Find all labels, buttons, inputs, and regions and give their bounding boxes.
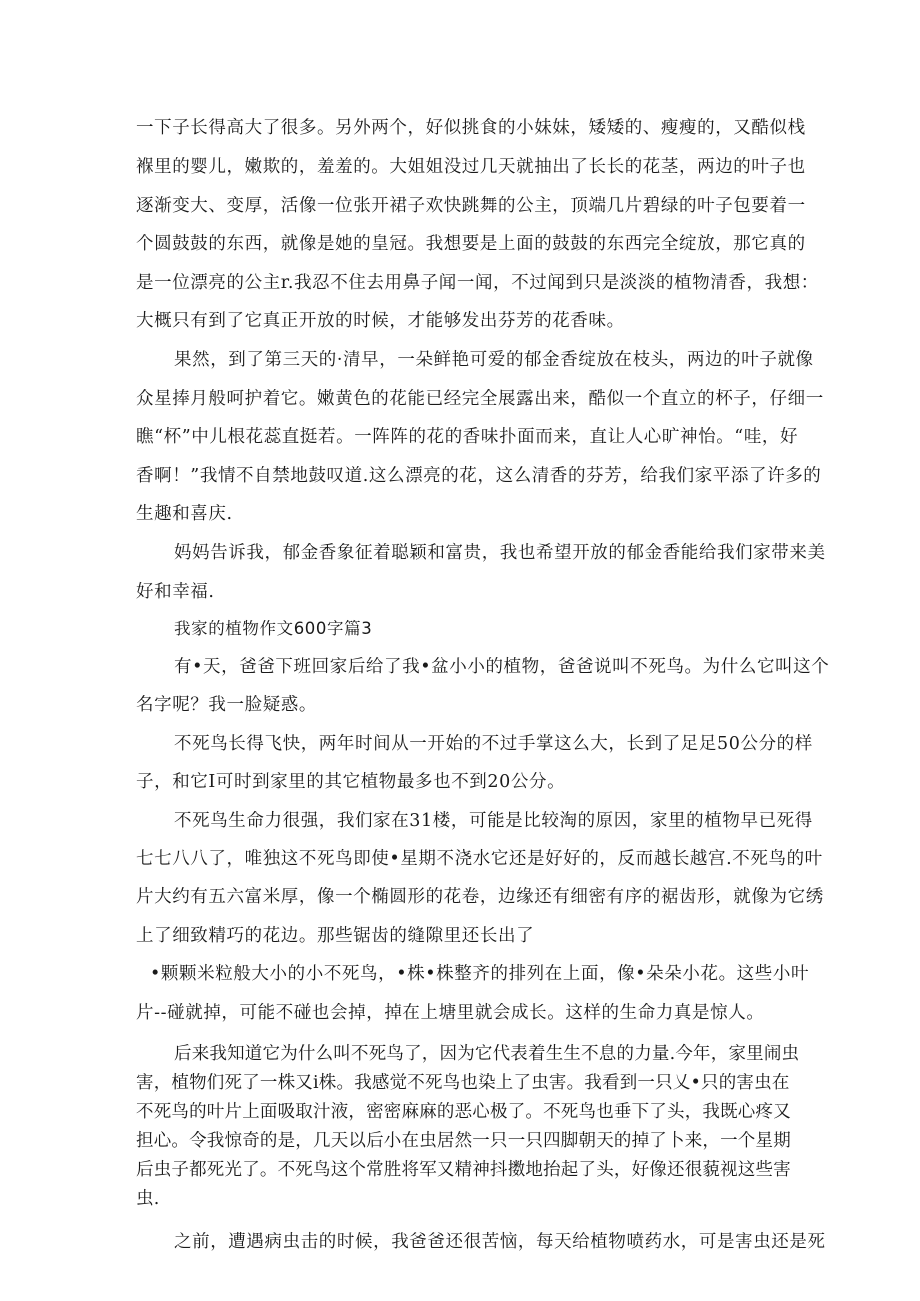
text-line: 褓里的婴儿，嫩欺的，羞羞的。大姐姐没过几天就抽出了长长的花茎，两边的叶子也 [136, 157, 806, 177]
paragraph-start-line: 后来我知道它为什么叫不死鸟了，因为它代表着生生不息的力量.今年，家里闹虫 [174, 1044, 800, 1064]
text-line: 不死鸟的叶片上面吸取汁液，密密麻麻的恶心极了。不死鸟也垂下了头，我既心疼又 [136, 1102, 791, 1122]
paragraph-start-line: 妈妈告诉我，郁金香象征着聪颖和富贵，我也希望开放的郁金香能给我们家带来美 [174, 543, 826, 563]
text-line: 是一位漂亮的公主r.我忍不住去用鼻子闻一闻，不过闻到只是淡淡的植物清香，我想： [136, 273, 819, 293]
text-line: 片大约有五六富米厚，像一个椭圆形的花卷，边缘还有细密有序的裾齿形，就像为它绣 [136, 887, 824, 907]
text-line: •颗颗米粒般大小的小不死鸟，•株•株整齐的排列在上面，像•朵朵小花。这些小叶 [150, 964, 810, 984]
text-line: 名字呢？我一脸疑惑。 [136, 695, 317, 715]
paragraph-start-line: 不死鸟生命力很强，我们家在31楼，可能是比较淘的原因，家里的植物早已死得 [174, 811, 813, 831]
text-line: 七七八八了，唯独这不死鸟即使•星期不浇水它还是好好的，反而越长越宫.不死鸟的叶 [136, 849, 823, 869]
text-line: 害，植物们死了一株又i株。我感觉不死鸟也染上了虫害。我看到一只乂•只的害虫在 [136, 1073, 790, 1093]
text-line: 生趣和喜庆. [136, 504, 233, 524]
text-line: 担心。令我惊奇的是，几天以后小在虫居然一只一只四脚朝天的掉了卜来，一个星期 [136, 1131, 791, 1151]
section-heading: 我家的植物作文600字篇3 [174, 619, 373, 638]
paragraph-start-line: 有•天，爸爸下班回家后给了我•盆小小的植物，爸爸说叫不死鸟。为什么它叫这个 [174, 657, 830, 677]
text-line: 瞧“杯”中儿根花蕊直挺若。一阵阵的花的香味扑面而来，直让人心旷神怡。“哇，好 [136, 427, 799, 447]
text-line: 众星捧月般呵护着它。嫩黄色的花能已经完全展露出来，酷似一个直立的杯子，仔细一 [136, 389, 824, 409]
text-line: 后虫子都死光了。不死鸟这个常胜将军又精神抖擞地抬起了头，好像还很藐视这些害 [136, 1160, 791, 1180]
text-line: 逐渐变大、变厚，活像一位张开裙子欢快跳舞的公主，顶端几片碧绿的叶子包要着一 [136, 196, 806, 216]
text-line: 一下子长得高大了很多。另外两个，好似挑食的小妹妹，矮矮的、瘦瘦的，又酷似栈 [136, 118, 806, 138]
text-line: 虫. [136, 1189, 160, 1209]
paragraph-start-line: 不死鸟长得飞快，两年时间从一开始的不过手掌这么大，长到了足足50公分的样 [174, 734, 813, 754]
paragraph-start-line: 果然，到了第三天的·清早，一朵鲜艳可爱的郁金香绽放在枝头，两边的叶子就像 [174, 350, 814, 370]
text-line: 大概只有到了它真正开放的时候，才能够发出芬芳的花香味。 [136, 311, 625, 331]
text-line: 香啊！”我情不自禁地鼓叹道.这么漂亮的花，这么清香的芬芳，给我们家平添了许多的 [136, 466, 822, 486]
paragraph-start-line: 之前，遭遇病虫击的时候，我爸爸还很苦恼，每天给植物喷药水，可是害虫还是死 [174, 1232, 826, 1252]
text-line: 上了细致精巧的花边。那些锯齿的缝隙里还长出了 [136, 926, 535, 946]
text-line: 片--碰就掉，可能不碰也会掉，掉在上塘里就会成长。这样的生命力真是惊人。 [136, 1003, 765, 1023]
text-line: 子，和它I可时到家里的其它植物最多也不到20公分。 [136, 772, 566, 792]
text-line: 个圆鼓鼓的东西，就像是她的皇冠。我想要是上面的鼓鼓的东西完全绽放，那它真的 [136, 234, 806, 254]
text-line: 好和幸福. [136, 582, 215, 602]
